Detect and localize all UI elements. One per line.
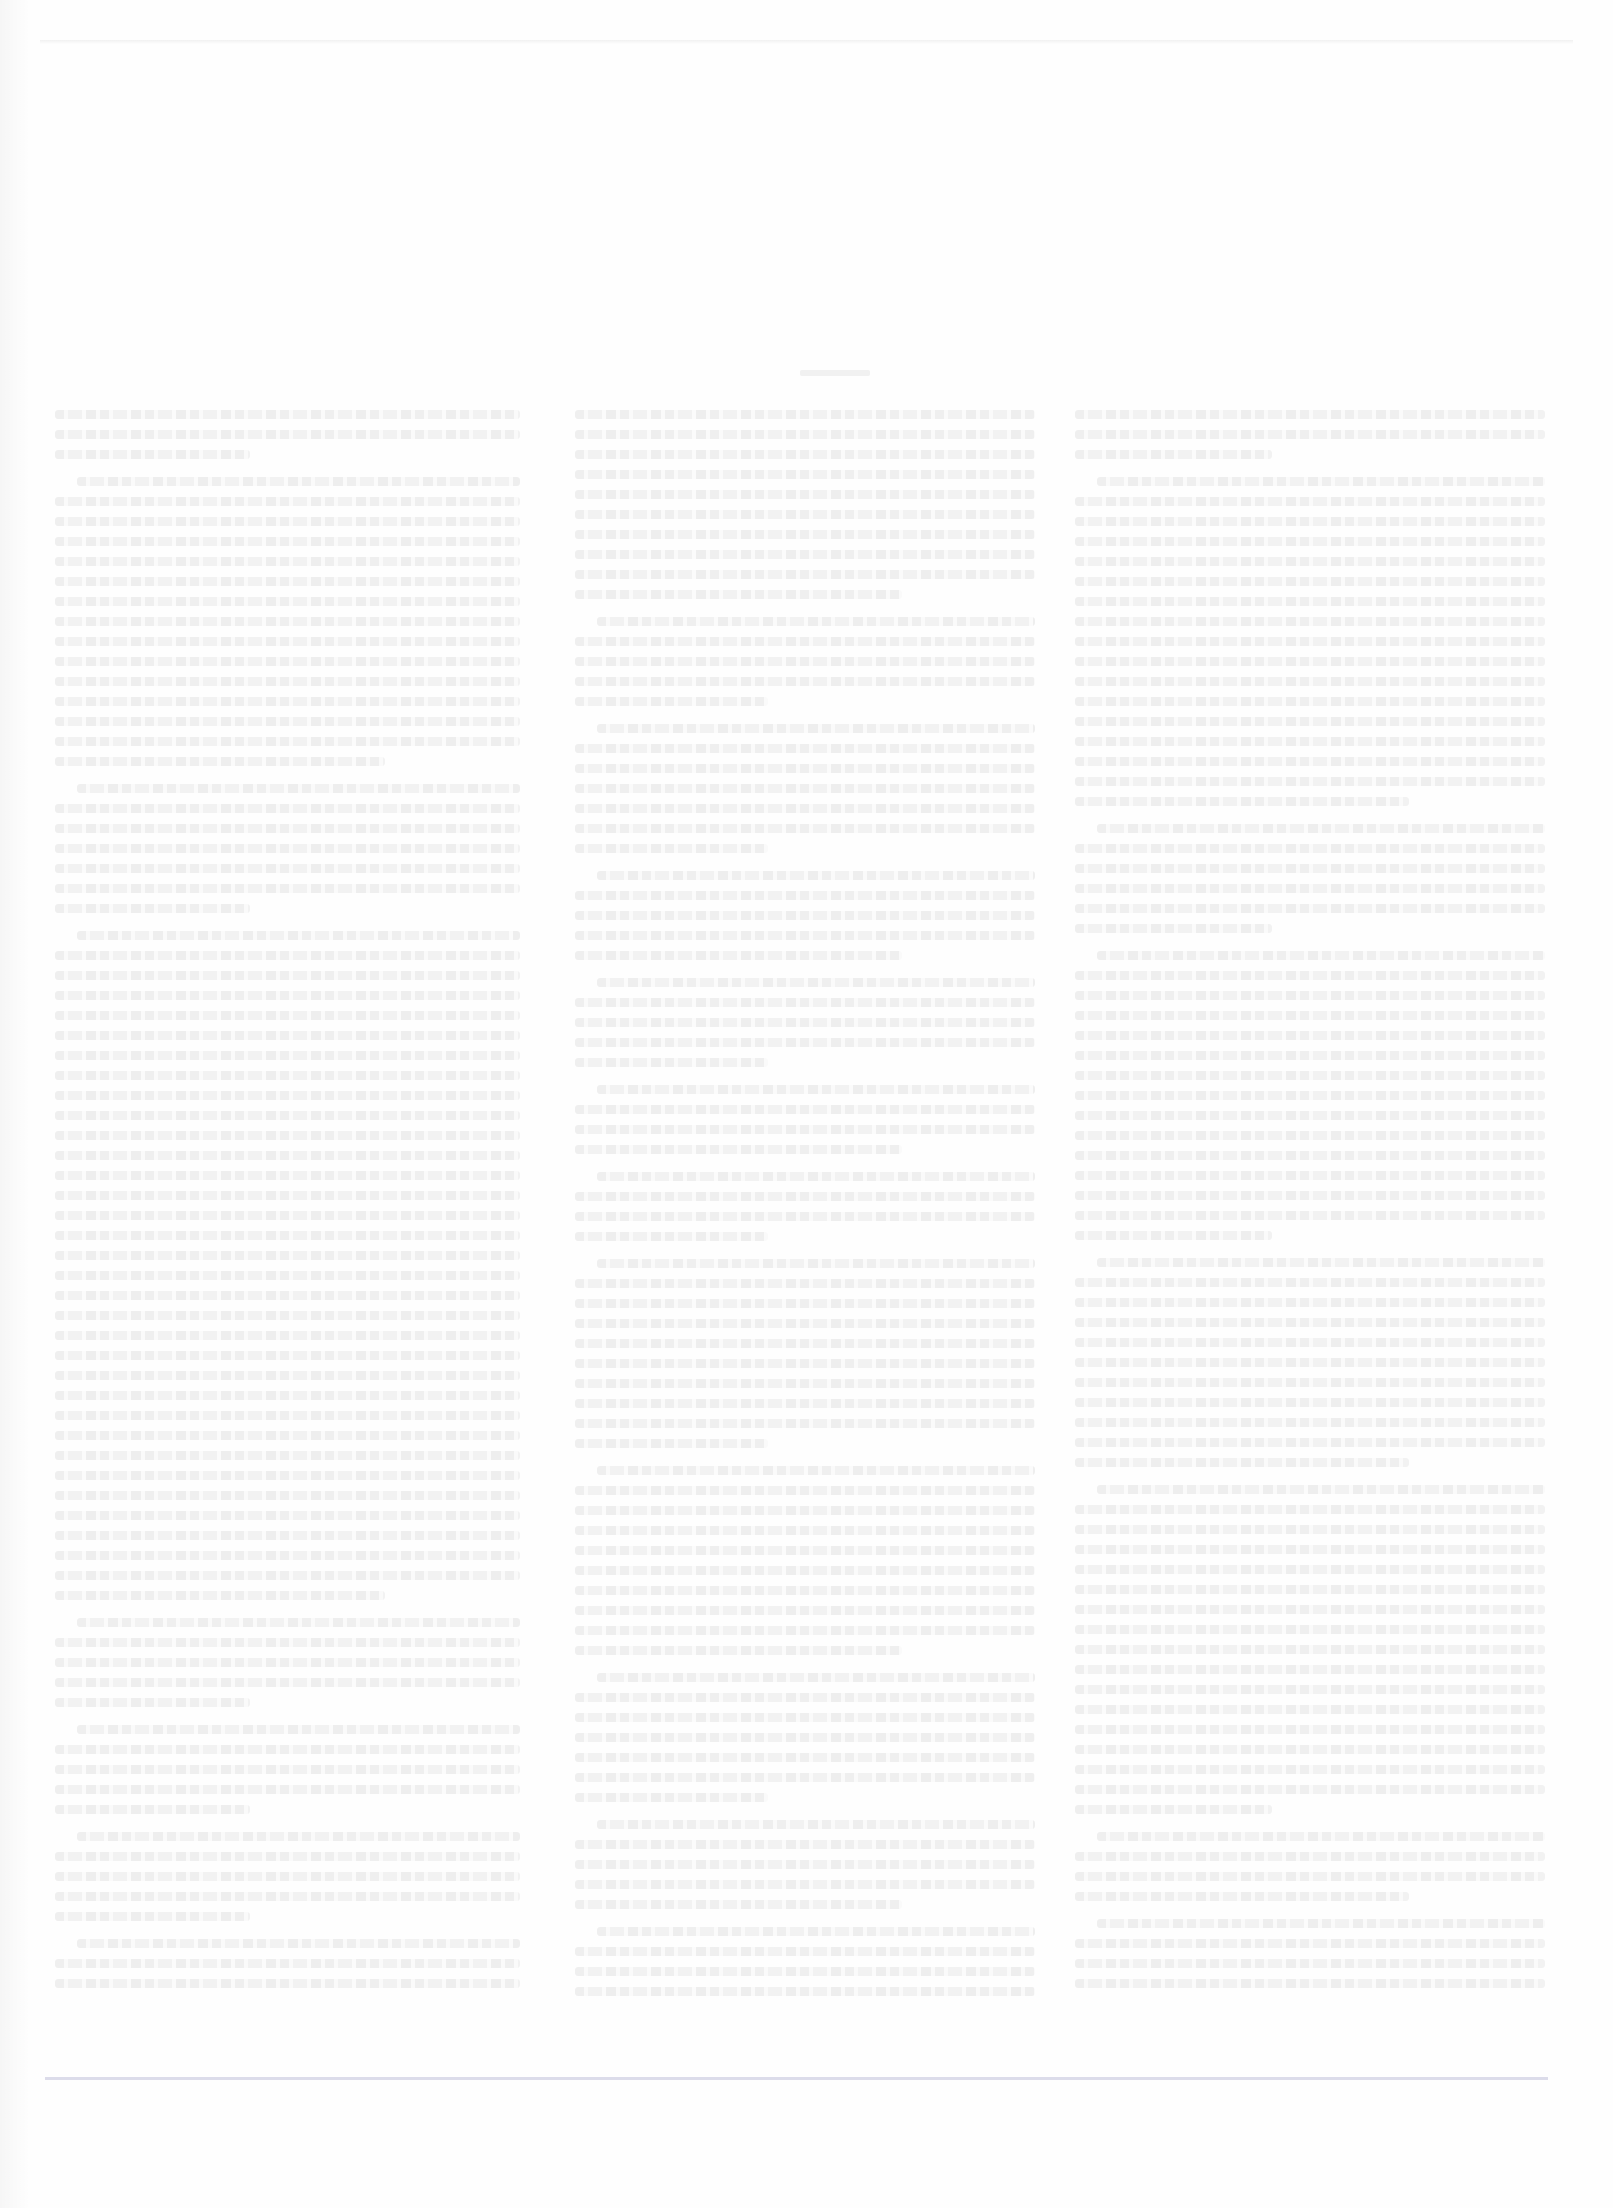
text-line (575, 1125, 1035, 1134)
text-line (55, 1785, 520, 1794)
text-line (575, 1359, 1035, 1368)
text-line (55, 617, 520, 626)
text-line (55, 1698, 250, 1707)
text-line (77, 477, 520, 486)
text-line (55, 904, 250, 913)
text-line (55, 1411, 520, 1420)
text-line (1075, 1091, 1545, 1100)
text-line (575, 1105, 1035, 1114)
text-line (575, 490, 1035, 499)
text-line (55, 1912, 250, 1921)
paragraph (55, 784, 520, 913)
text-line (1097, 824, 1545, 833)
text-line (1075, 1378, 1545, 1387)
scan-shadow-top (40, 40, 1573, 44)
text-line (597, 1259, 1035, 1268)
text-line (1075, 430, 1545, 439)
text-line (55, 1271, 520, 1280)
text-line (575, 1339, 1035, 1348)
paragraph (55, 1618, 520, 1707)
text-line (55, 1051, 520, 1060)
text-line (55, 1351, 520, 1360)
text-line (55, 430, 520, 439)
text-line (575, 657, 1035, 666)
text-line (1075, 924, 1272, 933)
text-line (575, 911, 1035, 920)
text-line (77, 1725, 520, 1734)
text-line (575, 510, 1035, 519)
text-line (55, 537, 520, 546)
paragraph (1075, 1832, 1545, 1901)
text-line (1075, 1892, 1409, 1901)
text-line (77, 1939, 520, 1948)
text-line (1075, 1071, 1545, 1080)
text-line (1075, 1725, 1545, 1734)
text-line (77, 931, 520, 940)
text-line (575, 1486, 1035, 1495)
text-line (575, 784, 1035, 793)
text-line (55, 1471, 520, 1480)
text-line (55, 717, 520, 726)
text-line (1075, 1565, 1545, 1574)
text-line (575, 1279, 1035, 1288)
text-line (1075, 1231, 1272, 1240)
text-line (1075, 1852, 1545, 1861)
text-line (55, 597, 520, 606)
text-line (55, 1071, 520, 1080)
text-line (597, 617, 1035, 626)
text-line (1075, 1785, 1545, 1794)
text-line (1075, 1645, 1545, 1654)
text-line (1075, 1625, 1545, 1634)
text-line (575, 1693, 1035, 1702)
text-line (55, 1872, 520, 1881)
text-line (597, 1820, 1035, 1829)
text-line (1075, 557, 1545, 566)
text-line (77, 784, 520, 793)
text-line (575, 1733, 1035, 1742)
paragraph (575, 978, 1035, 1067)
text-line (597, 871, 1035, 880)
paragraph (575, 1172, 1035, 1241)
text-line (55, 1111, 520, 1120)
text-line (575, 1192, 1035, 1201)
text-line (77, 1832, 520, 1841)
text-line (55, 757, 385, 766)
text-line (1097, 477, 1545, 486)
text-line (55, 1331, 520, 1340)
text-line (55, 517, 520, 526)
text-line (575, 1880, 1035, 1889)
text-line (1075, 737, 1545, 746)
text-line (575, 637, 1035, 646)
text-line (1075, 971, 1545, 980)
text-line (55, 844, 520, 853)
text-line (1075, 1705, 1545, 1714)
text-line (1075, 1211, 1545, 1220)
text-line (55, 677, 520, 686)
text-line (575, 1526, 1035, 1535)
scan-shadow-left (0, 0, 30, 2208)
text-line (575, 450, 1035, 459)
text-line (55, 1638, 520, 1647)
text-line (575, 1212, 1035, 1221)
text-line (55, 824, 520, 833)
text-line (1075, 1805, 1272, 1814)
text-line (1075, 797, 1409, 806)
text-line (1097, 1919, 1545, 1928)
text-line (575, 1399, 1035, 1408)
text-line (1075, 1605, 1545, 1614)
text-line (55, 557, 520, 566)
text-line (55, 1251, 520, 1260)
paragraph (575, 1466, 1035, 1655)
paragraph (575, 1259, 1035, 1448)
text-line (575, 1379, 1035, 1388)
text-line (1075, 1685, 1545, 1694)
text-line (55, 1191, 520, 1200)
text-line (55, 657, 520, 666)
text-line (55, 1571, 520, 1580)
paragraph (55, 1832, 520, 1921)
text-line (575, 1506, 1035, 1515)
text-line (1097, 1832, 1545, 1841)
text-line (55, 497, 520, 506)
text-line (575, 804, 1035, 813)
text-line (55, 1431, 520, 1440)
text-line (575, 1038, 1035, 1047)
text-line (55, 1211, 520, 1220)
text-line (55, 1678, 520, 1687)
text-line (55, 737, 520, 746)
paragraph (1075, 1258, 1545, 1467)
text-line (55, 697, 520, 706)
text-line (1075, 1665, 1545, 1674)
text-line (1075, 597, 1545, 606)
text-line (575, 677, 1035, 686)
text-line (575, 530, 1035, 539)
text-column-2 (575, 410, 1035, 2080)
paragraph (55, 931, 520, 1600)
text-line (1075, 1765, 1545, 1774)
text-line (575, 998, 1035, 1007)
faint-header-mark (800, 370, 870, 376)
text-line (1075, 1051, 1545, 1060)
text-line (575, 1967, 1035, 1976)
text-line (1075, 1298, 1545, 1307)
text-line (55, 1031, 520, 1040)
text-line (1075, 1438, 1545, 1447)
paragraph (575, 871, 1035, 960)
text-line (1075, 677, 1545, 686)
text-line (575, 1947, 1035, 1956)
text-line (575, 1319, 1035, 1328)
text-line (1075, 410, 1545, 419)
text-line (575, 1018, 1035, 1027)
text-line (55, 1805, 250, 1814)
text-line (55, 1745, 520, 1754)
text-line (1075, 1979, 1545, 1988)
text-line (597, 1466, 1035, 1475)
text-line (55, 1091, 520, 1100)
text-line (55, 1511, 520, 1520)
text-line (575, 697, 768, 706)
text-line (575, 951, 902, 960)
text-line (1097, 951, 1545, 960)
text-line (597, 1085, 1035, 1094)
text-line (575, 1860, 1035, 1869)
text-line (1075, 1525, 1545, 1534)
paragraph (575, 1927, 1035, 1996)
text-line (55, 450, 250, 459)
text-line (1075, 697, 1545, 706)
text-line (575, 590, 902, 599)
text-line (1097, 1485, 1545, 1494)
paragraph (575, 1085, 1035, 1154)
text-line (55, 971, 520, 980)
text-line (1075, 1585, 1545, 1594)
text-line (1075, 1872, 1545, 1881)
text-line (1075, 1545, 1545, 1554)
text-line (597, 724, 1035, 733)
text-line (1097, 1258, 1545, 1267)
paragraph (575, 617, 1035, 706)
text-line (1075, 1171, 1545, 1180)
text-line (1075, 1358, 1545, 1367)
text-line (1075, 864, 1545, 873)
text-line (575, 844, 768, 853)
text-line (1075, 517, 1545, 526)
text-line (597, 978, 1035, 987)
text-line (1075, 1111, 1545, 1120)
text-line (1075, 657, 1545, 666)
text-line (575, 1419, 1035, 1428)
text-line (55, 1658, 520, 1667)
text-line (575, 824, 1035, 833)
text-line (1075, 777, 1545, 786)
text-line (55, 1551, 520, 1560)
text-line (597, 1673, 1035, 1682)
text-line (575, 1793, 768, 1802)
text-line (575, 1145, 902, 1154)
paragraph (575, 1820, 1035, 1909)
paragraph (1075, 824, 1545, 933)
text-line (55, 1131, 520, 1140)
paragraph (1075, 1485, 1545, 1814)
text-line (1075, 1505, 1545, 1514)
text-line (55, 1959, 520, 1968)
text-line (55, 951, 520, 960)
text-line (55, 577, 520, 586)
text-line (55, 1311, 520, 1320)
text-line (1075, 1458, 1409, 1467)
text-line (55, 1451, 520, 1460)
text-line (1075, 1338, 1545, 1347)
text-line (575, 931, 1035, 940)
text-line (575, 1753, 1035, 1762)
text-line (55, 1391, 520, 1400)
text-line (55, 410, 520, 419)
text-line (575, 1439, 768, 1448)
text-line (55, 1151, 520, 1160)
text-line (1075, 537, 1545, 546)
text-column-1 (55, 410, 520, 2080)
text-line (1075, 1318, 1545, 1327)
text-line (55, 804, 520, 813)
text-line (55, 1892, 520, 1901)
text-line (575, 1232, 768, 1241)
text-line (1075, 757, 1545, 766)
text-line (1075, 1131, 1545, 1140)
text-line (55, 1531, 520, 1540)
text-line (575, 1646, 902, 1655)
text-line (55, 884, 520, 893)
footer-rule (45, 2077, 1548, 2080)
text-line (1075, 1939, 1545, 1948)
text-line (55, 1591, 385, 1600)
text-line (575, 1586, 1035, 1595)
text-column-3 (1075, 410, 1545, 2080)
text-line (575, 1626, 1035, 1635)
paragraph (55, 477, 520, 766)
text-line (55, 864, 520, 873)
text-line (1075, 717, 1545, 726)
text-line (575, 1900, 902, 1909)
text-line (1075, 617, 1545, 626)
text-line (55, 1231, 520, 1240)
text-line (1075, 577, 1545, 586)
text-line (55, 1171, 520, 1180)
text-line (575, 410, 1035, 419)
text-line (575, 430, 1035, 439)
text-line (55, 1979, 520, 1988)
text-line (575, 1713, 1035, 1722)
text-line (1075, 1011, 1545, 1020)
text-line (55, 1291, 520, 1300)
paragraph (1075, 1919, 1545, 1988)
text-line (575, 1773, 1035, 1782)
text-line (1075, 637, 1545, 646)
text-line (575, 1058, 768, 1067)
text-line (55, 1852, 520, 1861)
paragraph (575, 724, 1035, 853)
text-line (575, 1840, 1035, 1849)
text-line (1075, 884, 1545, 893)
text-line (1075, 1959, 1545, 1968)
paragraph (575, 410, 1035, 599)
paragraph (575, 1673, 1035, 1802)
text-line (597, 1172, 1035, 1181)
text-line (575, 891, 1035, 900)
paragraph (55, 1939, 520, 1988)
text-line (1075, 1151, 1545, 1160)
paragraph (55, 1725, 520, 1814)
text-line (597, 1927, 1035, 1936)
text-line (575, 550, 1035, 559)
text-line (575, 1987, 1035, 1996)
text-line (55, 1011, 520, 1020)
text-line (1075, 1745, 1545, 1754)
paragraph (1075, 410, 1545, 459)
paragraph (1075, 951, 1545, 1240)
text-line (55, 1765, 520, 1774)
text-line (575, 1546, 1035, 1555)
text-line (55, 991, 520, 1000)
paragraph (1075, 477, 1545, 806)
text-line (575, 1606, 1035, 1615)
text-line (1075, 904, 1545, 913)
text-line (575, 1566, 1035, 1575)
text-line (55, 1491, 520, 1500)
text-line (1075, 1418, 1545, 1427)
text-line (575, 744, 1035, 753)
text-line (77, 1618, 520, 1627)
text-line (1075, 844, 1545, 853)
text-line (1075, 1278, 1545, 1287)
text-line (1075, 497, 1545, 506)
text-line (1075, 991, 1545, 1000)
text-line (1075, 1191, 1545, 1200)
text-line (1075, 1031, 1545, 1040)
text-line (1075, 450, 1272, 459)
text-line (55, 1371, 520, 1380)
text-line (55, 637, 520, 646)
paragraph (55, 410, 520, 459)
text-line (575, 764, 1035, 773)
text-line (575, 570, 1035, 579)
text-line (575, 1299, 1035, 1308)
text-line (575, 470, 1035, 479)
text-line (1075, 1398, 1545, 1407)
